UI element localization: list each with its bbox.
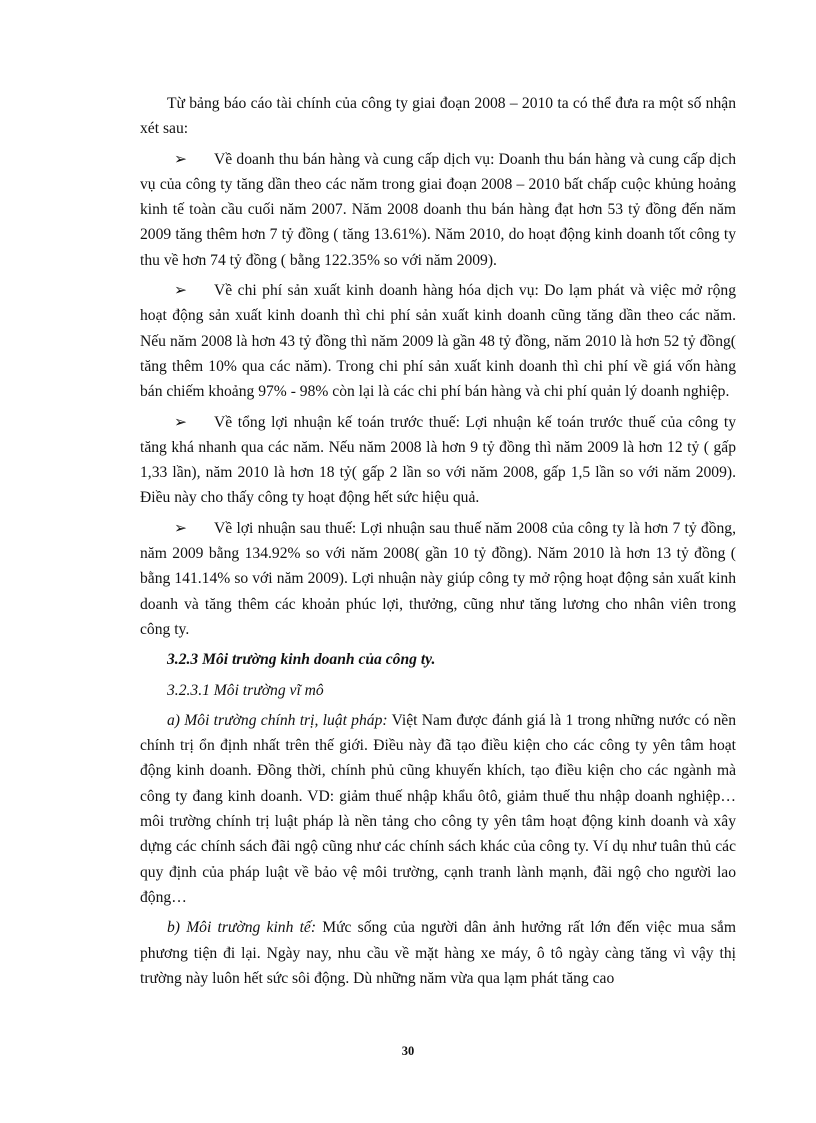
paragraph-political-legal xyxy=(140,708,736,910)
bullet-profit-before-tax-text: Về tổng lợi nhuận kế toán trước thuế: Lợi nhuận kế toán trước thuế của công ty tăng khá nhanh qua các năm. Nếu năm 2008 là hơn 9 tỷ đồng thì năm 2009 là hơn 12 tỷ ( gấp 1,33 lần), năm 2010 là hơn 18 tỷ( gấp 2 lần so với năm 2008, gấp 1,5 lần so với năm 2009). Điều này cho thấy công ty hoạt động hết sức hiệu quả. xyxy=(140,413,736,507)
bullet-cost xyxy=(140,278,736,404)
arrow-bullet-icon: ➢ xyxy=(174,282,188,300)
section-heading-3-2-3: 3.2.3 Môi trường kinh doanh của công ty. xyxy=(167,651,436,669)
bullet-cost-text: Về chi phí sản xuất kinh doanh hàng hóa dịch vụ: Do lạm phát và việc mở rộng hoạt động sản xuất kinh doanh thì chi phí sản xuất kinh doanh cũng tăng dần theo các năm. Nếu năm 2008 là hơn 43 tỷ đồng thì năm 2009 là gần 48 tỷ đồng, năm 2010 là hơn 52 tỷ đồng( tăng thêm 10% qua các năm). Trong chi phí sản xuất kinh doanh thì chi phí về giá vốn hàng bán chiếm khoảng 97% - 98% còn lại là các chi phí bán hàng và chi phí quản lý doanh nghiệp. xyxy=(140,282,736,401)
bullet-revenue-text: Về doanh thu bán hàng và cung cấp dịch vụ: Doanh thu bán hàng và cung cấp dịch vụ của công ty tăng dần theo các năm trong giai đoạn 2008 – 2010 bất chấp cuộc khủng hoảng kinh tế toàn cầu cuối năm 2007. Năm 2008 doanh thu bán hàng đạt hơn 53 tỷ đồng đến năm 2009 tăng thêm hơn 7 tỷ đồng ( tăng 13.61%). Năm 2010, do hoạt động kinh doanh tốt công ty thu về hơn 74 tỷ đồng ( bằng 122.35% so với năm 2009). xyxy=(140,150,736,269)
economic-text: Mức sống của người dân ảnh hưởng rất lớn đến việc mua sắm phương tiện đi lại. Ngày nay, nhu cầu về mặt hàng xe máy, ô tô ngày càng tăng vì vậy thị trường này luôn hết sức sôi động. Dù những năm vừa qua lạm phát tăng cao xyxy=(140,919,736,987)
political-legal-label: a) Môi trường chính trị, luật pháp: xyxy=(167,711,388,729)
political-legal-text: Việt Nam được đánh giá là 1 trong những nước có nền chính trị ổn định nhất trên thế giới. Điều này đã tạo điều kiện cho các công ty yên tâm hoạt động kinh doanh. Đồng thời, chính phủ cũng khuyến khích, tạo điều kiện cho các ngành mà công ty đang kinh doanh. VD: giảm thuế nhập khẩu ôtô, giảm thuế thu nhập doanh nghiệp… môi trường chính trị luật pháp là nền tảng cho công ty yên tâm hoạt động kinh doanh và xây dựng các chính sách đãi ngộ cũng như các chính sách khác của công ty. Ví dụ như tuân thủ các quy định của pháp luật về bảo vệ môi trường, cạnh tranh lành mạnh, đãi ngộ cho người lao động… xyxy=(140,711,736,906)
paragraph-economic xyxy=(140,915,736,991)
arrow-bullet-icon: ➢ xyxy=(174,519,188,537)
bullet-profit-after-tax-text: Về lợi nhuận sau thuế: Lợi nhuận sau thuế năm 2008 của công ty là hơn 7 tỷ đồng, năm 2009 bằng 134.92% so với năm 2008( gần 10 tỷ đồng). Năm 2010 là hơn 13 tỷ đồng ( bằng 141.14% so với năm 2009). Lợi nhuận này giúp công ty mở rộng hoạt động sản xuất kinh doanh và tăng thêm các khoản phúc lợi, thưởng, cũng như tăng lương cho nhân viên trong công ty. xyxy=(140,519,736,638)
page-number: 30 xyxy=(401,1044,415,1058)
bullet-revenue xyxy=(140,147,736,273)
intro-paragraph: Từ bảng báo cáo tài chính của công ty giai đoạn 2008 – 2010 ta có thể đưa ra một số nhận xét sau: xyxy=(140,95,736,138)
economic-label: b) Môi trường kinh tế: xyxy=(167,919,317,937)
section-heading-3-2-3-1: 3.2.3.1 Môi trường vĩ mô xyxy=(167,681,324,699)
arrow-bullet-icon: ➢ xyxy=(174,150,188,168)
bullet-profit-after-tax xyxy=(140,516,736,642)
page-content xyxy=(140,91,736,991)
bullet-profit-before-tax xyxy=(140,410,736,511)
arrow-bullet-icon: ➢ xyxy=(174,413,188,431)
